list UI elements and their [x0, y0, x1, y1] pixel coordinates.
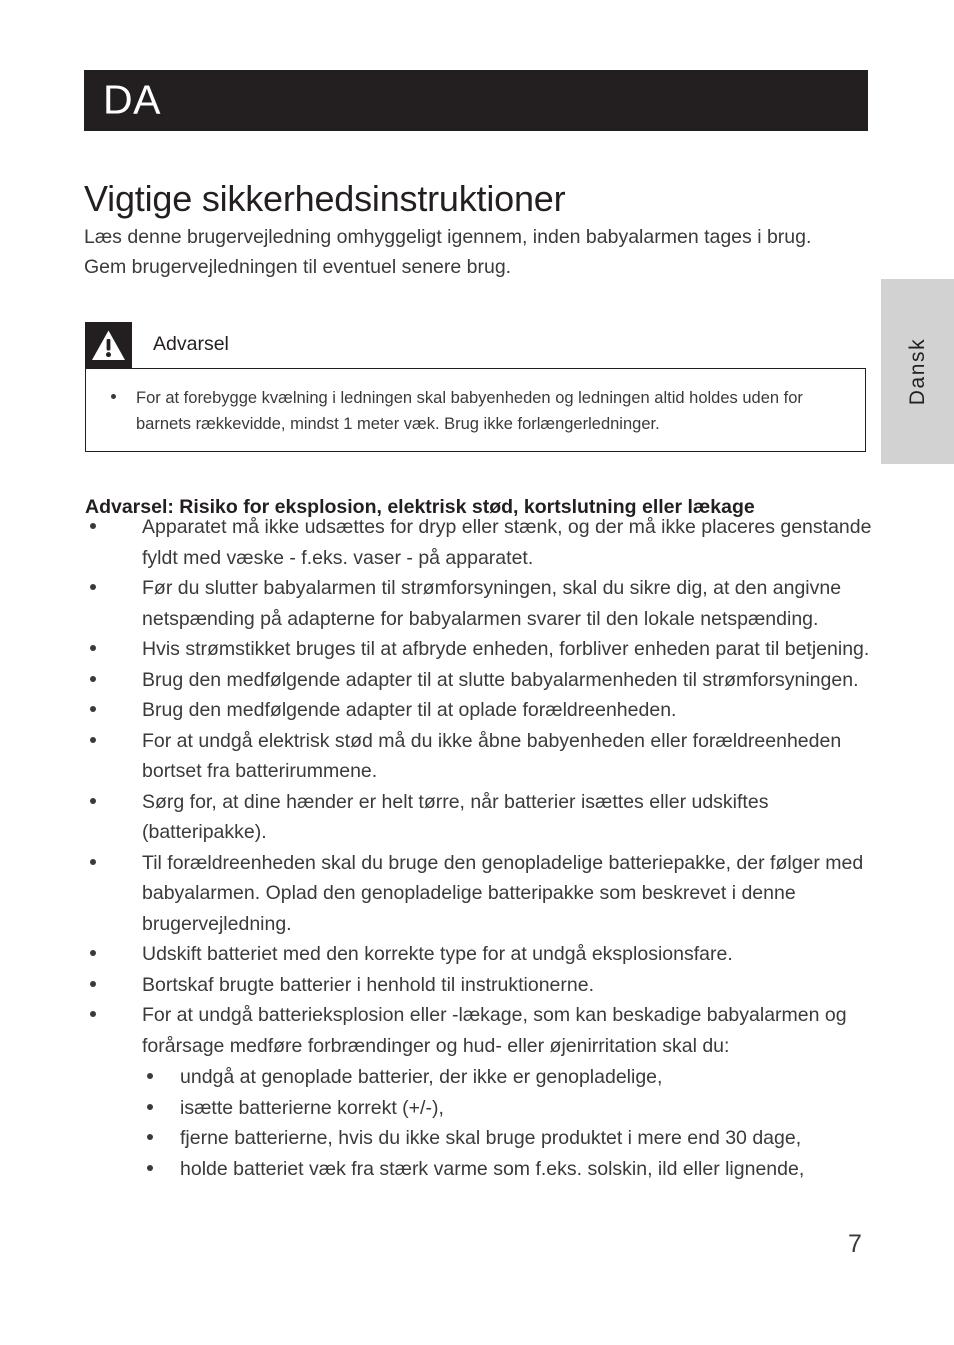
- safety-section-heading: Advarsel: Risiko for eksplosion, elektrisk stød, kortslutning eller lækage: [85, 496, 755, 519]
- safety-sub-bullet-text: fjerne batterierne, hvis du ikke skal bruge produktet i mere end 30 dage,: [180, 1127, 802, 1149]
- safety-bullet-text: For at undgå elektrisk stød må du ikke åbne babyenheden eller forældreenheden bortset fra batterirummene.: [142, 729, 842, 782]
- safety-bullet-text: Apparatet må ikke udsættes for dryp eller stænk, og der må ikke placeres genstande fyldt med væske - f.eks. vaser - på apparatet.: [142, 516, 872, 569]
- intro-paragraph: [84, 222, 874, 282]
- safety-bullet: [85, 634, 885, 665]
- safety-bullet: [85, 726, 885, 787]
- safety-bullet-text: Sørg for, at dine hænder er helt tørre, når batterier isættes eller udskiftes (batteripakke).: [142, 790, 769, 843]
- bullet-dot-icon: [90, 798, 96, 804]
- safety-bullet-text: Til forældreenheden skal du bruge den genopladelige batteriepakke, der følger med babyalarmen. Oplad den genopladelige batteripakke som beskrevet i denne brugervejledning.: [142, 851, 864, 935]
- safety-bullet: [85, 512, 885, 573]
- safety-sub-bullet: [142, 1093, 885, 1124]
- bullet-dot-icon: [90, 584, 96, 590]
- warning-triangle-icon: [85, 322, 132, 369]
- bullet-dot-icon: [90, 645, 96, 651]
- bullet-dot-icon: [90, 981, 96, 987]
- bullet-dot-icon: [90, 676, 96, 682]
- language-code: DA: [103, 76, 161, 123]
- safety-bullet-text: Brug den medfølgende adapter til at oplade forældreenheden.: [142, 699, 677, 721]
- safety-bullet: [85, 939, 885, 970]
- safety-bullet: [85, 573, 885, 634]
- safety-bullet-text: Brug den medfølgende adapter til at slutte babyalarmenheden til strømforsyningen.: [142, 668, 859, 691]
- page-number: 7: [848, 1230, 862, 1258]
- safety-bullet-text: Før du slutter babyalarmen til strømforsyningen, skal du sikre dig, at den angivne netspænding på adapterne for babyalarmen svarer til den lokale netspænding.: [142, 577, 842, 630]
- safety-sub-bullet: [142, 1123, 885, 1154]
- safety-sub-bullet: [142, 1154, 885, 1185]
- bullet-dot-icon: [111, 394, 116, 399]
- safety-sub-bullet-text: holde batteriet væk fra stærk varme som f.eks. solskin, ild eller lignende,: [180, 1157, 805, 1180]
- safety-bullet: [85, 787, 885, 848]
- safety-bullet-text: For at undgå batterieksplosion eller -lækage, som kan beskadige babyalarmen og forårsage medføre forbrændinger og hud- eller øjenirritation skal du:: [142, 1004, 847, 1057]
- intro-line-2: Gem brugervejledningen til eventuel senere brug.: [84, 256, 512, 278]
- bullet-dot-icon: [90, 859, 96, 865]
- safety-bullet: [85, 970, 885, 1001]
- warning-callout-title: Advarsel: [153, 333, 229, 355]
- safety-sub-bullet-text: undgå at genoplade batterier, der ikke er genopladelige,: [180, 1066, 663, 1088]
- language-side-tab: [881, 279, 954, 464]
- safety-bullet-text: Bortskaf brugte batterier i henhold til instruktionerne.: [142, 973, 594, 996]
- safety-bullet-text: Hvis strømstikket bruges til at afbryde enheden, forbliver enheden parat til betjening.: [142, 638, 870, 660]
- warning-callout: [85, 322, 866, 452]
- bullet-dot-icon: [147, 1073, 153, 1079]
- language-side-tab-label: Dansk: [906, 337, 929, 406]
- safety-sub-bullet-text: isætte batterierne korrekt (+/-),: [180, 1096, 444, 1119]
- warning-callout-body: [85, 368, 866, 452]
- safety-sub-bullet-list: [142, 1062, 885, 1184]
- safety-bullet: [85, 665, 885, 696]
- bullet-dot-icon: [147, 1104, 153, 1110]
- bullet-dot-icon: [90, 523, 96, 529]
- safety-sub-bullet: [142, 1062, 885, 1093]
- bullet-dot-icon: [90, 737, 96, 743]
- warning-callout-bullet-text: For at forebygge kvælning i ledningen skal babyenheden og ledningen altid holdes uden for barnets rækkevidde, mindst 1 meter væk. Brug ikke forlængerledninger.: [136, 389, 803, 433]
- warning-callout-header: [85, 322, 866, 369]
- safety-bullet-text: Udskift batteriet med den korrekte type for at undgå eksplosionsfare.: [142, 943, 733, 965]
- safety-bullet: [85, 848, 885, 940]
- page-title: Vigtige sikkerhedsinstruktioner: [84, 178, 566, 220]
- language-header-bar: [84, 70, 868, 131]
- warning-callout-bullet: [100, 385, 847, 437]
- bullet-dot-icon: [147, 1165, 153, 1171]
- safety-bullet-list: [85, 512, 885, 1184]
- intro-line-1: Læs denne brugervejledning omhyggeligt igennem, inden babyalarmen tages i brug.: [84, 226, 812, 248]
- safety-bullet: [85, 695, 885, 726]
- safety-bullet: [85, 1000, 885, 1184]
- bullet-dot-icon: [90, 1011, 96, 1017]
- bullet-dot-icon: [90, 950, 96, 956]
- bullet-dot-icon: [90, 706, 96, 712]
- bullet-dot-icon: [147, 1134, 153, 1140]
